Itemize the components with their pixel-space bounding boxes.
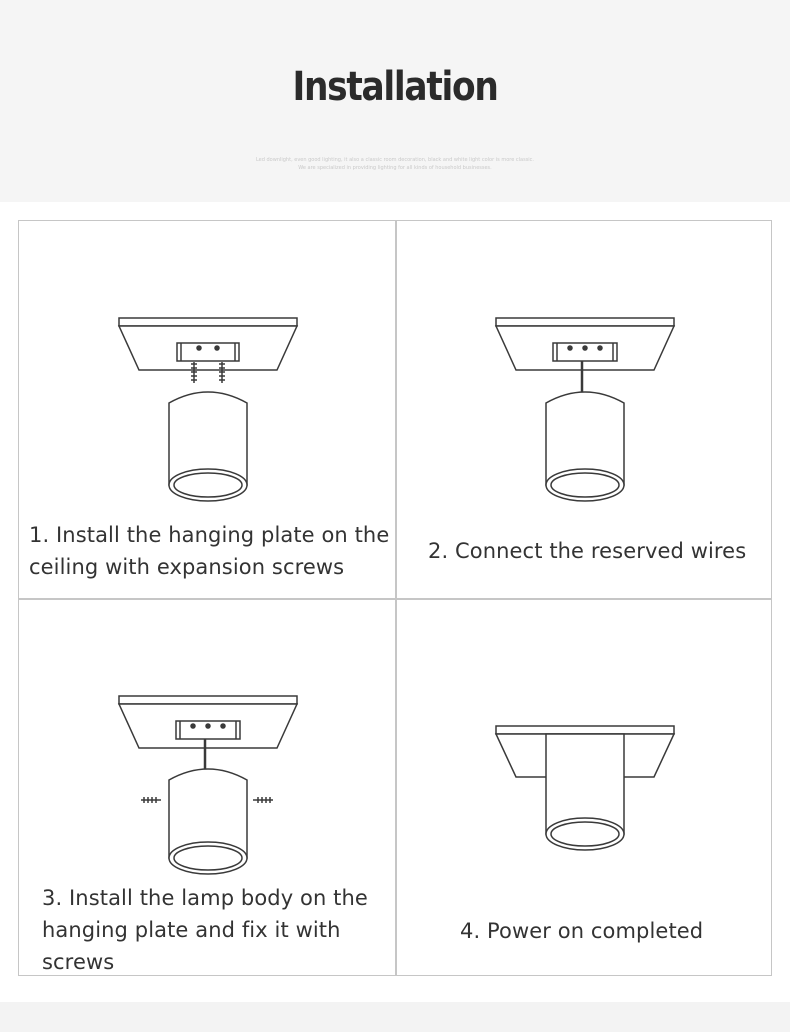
ceiling-plate-screws-icon	[19, 221, 395, 511]
step-4-cell	[396, 600, 772, 978]
page-header	[0, 0, 790, 202]
step-3-caption: 3. Install the lamp body on the hanging plate and fix it with screws	[42, 886, 368, 974]
installed-lamp-icon	[396, 600, 772, 890]
step-1-cell	[19, 221, 395, 599]
step-1-caption: 1. Install the hanging plate on the ceiling with expansion screws	[29, 523, 390, 579]
wire-connection-icon	[396, 221, 772, 511]
lamp-mount-screws-icon	[19, 600, 395, 890]
page-footer	[0, 1002, 790, 1032]
page-subtitle: Led downlight, even good lighting, it also a classic room decoration, black and white light color is more classic.	[255, 157, 535, 163]
step-3-cell	[19, 600, 395, 978]
step-2-cell	[396, 221, 772, 599]
step-2-caption: 2. Connect the reserved wires	[428, 539, 747, 563]
step-4-caption: 4. Power on completed	[460, 919, 704, 943]
page-title: Installation	[292, 64, 498, 110]
page-subtitle-secondary: We are specialized in providing lighting for all kinds of household businesses.	[298, 165, 492, 171]
